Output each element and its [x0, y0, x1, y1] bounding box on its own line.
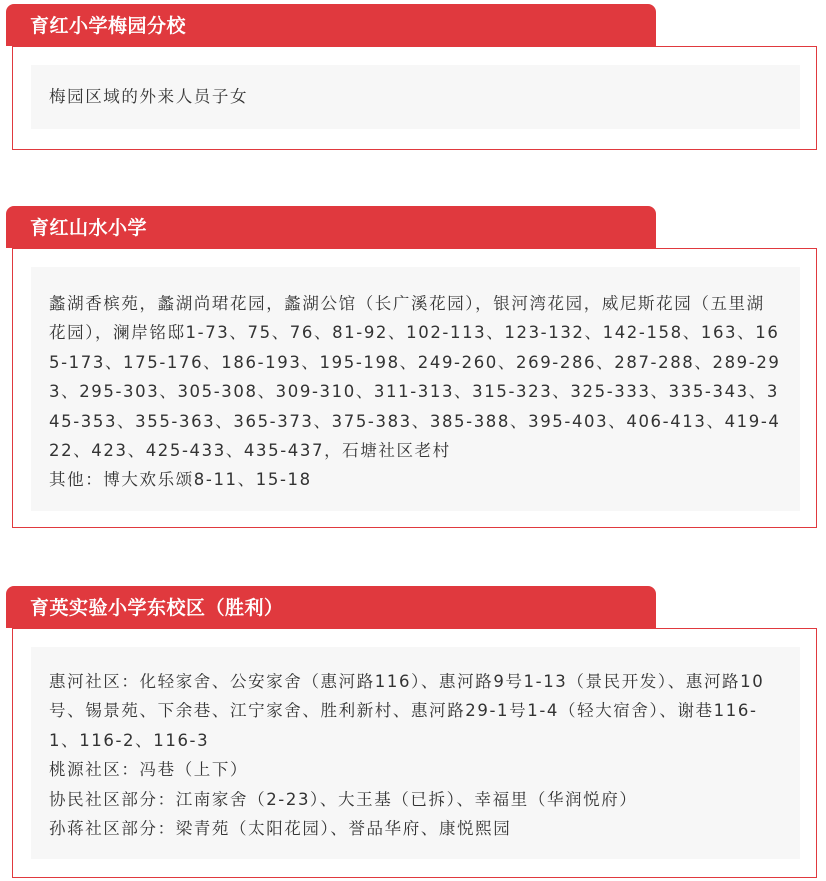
section-title: 育红小学梅园分校: [30, 15, 187, 37]
content-line: 其他：博大欢乐颂8-11、15-18: [49, 470, 312, 490]
section-content-panel: [31, 647, 800, 859]
section-content-panel: [31, 267, 800, 511]
school-section-yuying-east: [0, 586, 826, 878]
content-line: 桃源社区：冯巷（上下）: [49, 760, 249, 780]
section-box: [12, 628, 817, 878]
content-line: 梅园区域的外来人员子女: [49, 87, 249, 106]
school-section-shanshui: [0, 206, 826, 528]
section-box: [12, 46, 817, 150]
section-title: 育红山水小学: [30, 217, 148, 239]
section-title: 育英实验小学东校区（胜利）: [30, 597, 284, 619]
section-box: [12, 248, 817, 528]
content-line: 孙蒋社区部分：梁青苑（太阳花园）、誉品华府、康悦熙园: [49, 819, 512, 839]
school-section-meiyuan: [0, 4, 826, 150]
content-line: 协民社区部分：江南家舍（2-23）、大王基（已拆）、幸福里（华润悦府）: [49, 789, 638, 809]
section-content-panel: [31, 65, 800, 129]
content-line: 蠡湖香槟苑，蠡湖尚珺花园，蠡湖公馆（长广溪花园），银河湾花园，威尼斯花园（五里湖花园），澜岸铭邸1-73、75、76、81-92、102-113、123-132、142-158、163、165-173、175-176、186-193、195-198、249-260、269-286、287-288、289-293、295-303、305-308、309-310、311-313、315-323、325-333、335-343、345-353、355-363、365-373、375-383、385-388、395-403、406-413、419-422、423、425-433、435-437，石塘社区老村: [49, 294, 781, 461]
content-line: 惠河社区：化轻家舍、公安家舍（惠河路116）、惠河路9号1-13（景民开发）、惠河路10号、锡景苑、下余巷、江宁家舍、胜利新村、惠河路29-1号1-4（轻大宿舍）、谢巷116-1、116-2、116-3: [49, 672, 765, 750]
